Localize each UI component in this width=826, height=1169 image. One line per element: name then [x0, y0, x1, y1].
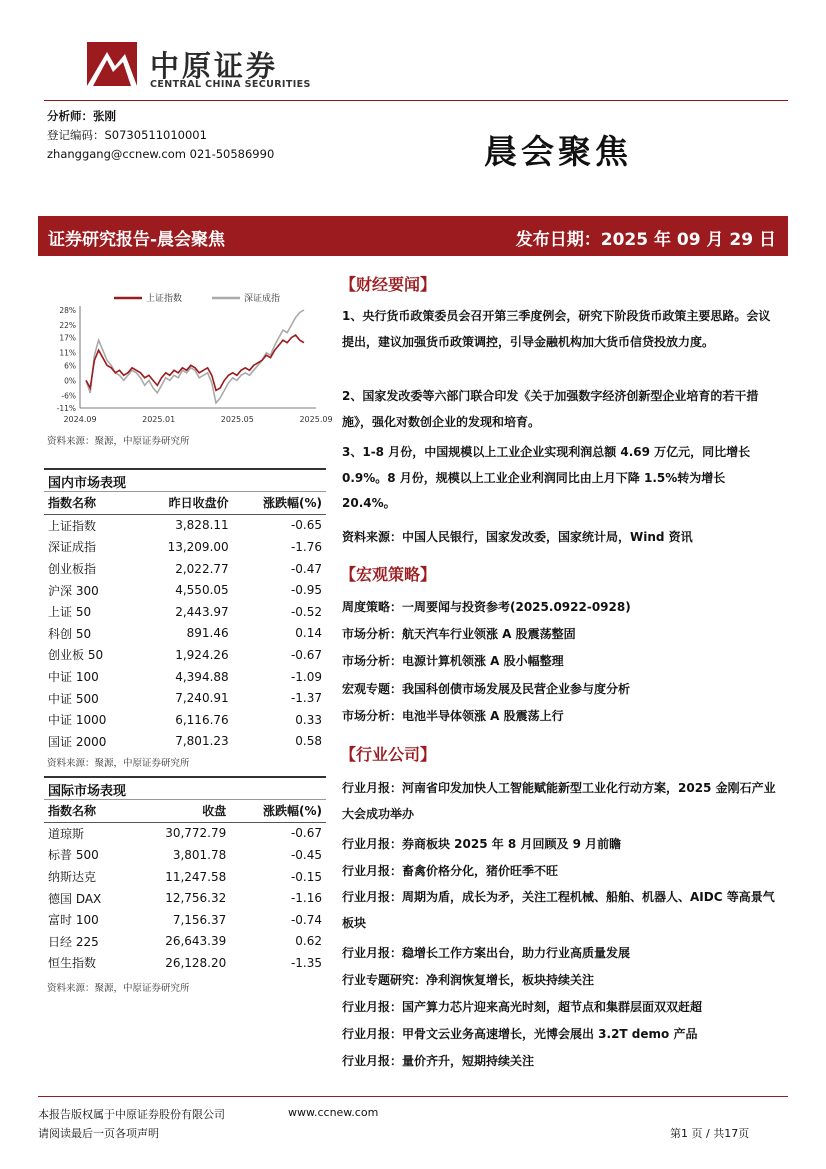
- change-pct-cell: -0.52: [290, 604, 322, 619]
- finance-news-item-3: 3、1-8 月份，中国规模以上工业企业实现利润总额 4.69 万亿元，同比增长 0.9%。8 月份，规模以上工业企业利润同比由上月下降 1.5%转为增长 20.4%。: [342, 445, 751, 510]
- close-price-cell: 891.46: [186, 626, 229, 641]
- close-price-cell: 3,801.78: [172, 847, 227, 862]
- legend-label: 深证成指: [244, 294, 281, 304]
- close-price-cell: 30,772.79: [165, 826, 227, 841]
- close-price-cell: 13,209.00: [167, 539, 229, 554]
- index-name-cell: 日经 225: [48, 934, 99, 949]
- close-price-cell: 7,240.91: [175, 691, 229, 706]
- macro-item-3: 市场分析：电源计算机领涨 A 股小幅整理: [342, 654, 564, 669]
- international-header-cell: 涨跌幅(%): [230, 800, 326, 822]
- index-name-cell: 中证 500: [48, 691, 99, 706]
- table-row: [44, 644, 326, 666]
- y-tick-label: 0%: [64, 376, 76, 386]
- index-name-cell: 德国 DAX: [48, 891, 102, 906]
- analyst-name: 分析师：张刚: [47, 109, 116, 123]
- index-name-cell: 沪深 300: [48, 583, 99, 598]
- close-price-cell: 2,022.77: [175, 561, 229, 576]
- industry-item-3: 行业月报：畜禽价格分化，猪价旺季不旺: [342, 864, 559, 878]
- index-name-cell: 深证成指: [48, 540, 97, 555]
- index-name-cell: 中证 100: [48, 670, 99, 685]
- industry-item-8: 行业月报：甲骨文云业务高速增长，光博会展出 3.2T demo 产品: [342, 1027, 698, 1041]
- table-row: [44, 844, 326, 866]
- index-name-cell: 国证 2000: [48, 734, 107, 749]
- close-price-cell: 3,828.11: [175, 518, 229, 533]
- index-name-cell: 上证指数: [48, 518, 97, 533]
- change-pct-cell: -0.95: [290, 583, 322, 598]
- macro-heading: 【宏观策略】: [340, 565, 437, 584]
- industry-item-1: 行业月报：河南省印发加快人工智能赋能新型工业化行动方案，2025 金刚石产业大会成功举办: [342, 781, 776, 821]
- report-banner: [38, 216, 788, 256]
- index-name-cell: 纳斯达克: [48, 870, 97, 885]
- y-tick-label: 17%: [59, 333, 76, 343]
- change-pct-cell: -0.15: [290, 869, 322, 884]
- macro-item-5: 市场分析：电池半导体领涨 A 股震荡上行: [342, 708, 564, 723]
- change-pct-cell: -0.45: [290, 847, 322, 862]
- chart-source: 资料来源：聚源，中原证券研究所: [47, 436, 190, 447]
- close-price-cell: 2,443.97: [175, 604, 229, 619]
- change-pct-cell: -0.47: [290, 561, 322, 576]
- close-price-cell: 6,116.76: [175, 712, 229, 727]
- domestic-header-cell: 涨跌幅(%): [233, 492, 326, 514]
- macro-item-1: 周度策略：一周要闻与投资参考(2025.0922-0928): [342, 600, 631, 614]
- industry-heading: 【行业公司】: [340, 745, 437, 764]
- industry-item-7: 行业月报：国产算力芯片迎来高光时刻，超节点和集群层面双双赶超: [342, 1000, 703, 1014]
- international-header-cell: 指数名称: [44, 800, 132, 822]
- change-pct-cell: 0.58: [295, 734, 322, 749]
- industry-item-9: 行业月报：量价齐升，短期持续关注: [342, 1054, 535, 1068]
- x-tick-label: 2025.05: [220, 415, 254, 424]
- close-price-cell: 7,801.23: [175, 734, 229, 749]
- table-row: [44, 514, 326, 536]
- footer-disclaimer: 请阅读最后一页各项声明: [38, 1127, 159, 1140]
- x-tick-label: 2025.09: [299, 415, 333, 424]
- y-tick-label: 11%: [59, 348, 76, 358]
- index-name-cell: 恒生指数: [48, 956, 97, 971]
- index-chart: [44, 290, 333, 455]
- y-tick-label: 6%: [64, 361, 76, 371]
- macro-item-2: 市场分析：航天汽车行业领涨 A 股震荡整固: [342, 627, 576, 642]
- close-price-cell: 12,756.32: [165, 891, 227, 906]
- domestic-source: 资料来源：聚源，中原证券研究所: [47, 758, 190, 769]
- index-name-cell: 科创 50: [48, 626, 92, 641]
- industry-item-4: 行业月报：周期为盾，成长为矛，关注工程机械、船舶、机器人、AIDC 等高景气板块: [342, 890, 775, 930]
- international-market-table: [44, 800, 326, 974]
- domestic-header-cell: 昨日收盘价: [136, 492, 232, 514]
- banner-report-type: 证券研究报告-晨会聚焦: [48, 230, 226, 250]
- footer-rule: [38, 1096, 788, 1097]
- banner-publish-date: 发布日期：2025 年 09 月 29 日: [515, 230, 776, 250]
- domestic-table-title: 国内市场表现: [44, 468, 326, 492]
- change-pct-cell: -0.74: [290, 912, 322, 927]
- close-price-cell: 26,128.20: [165, 955, 227, 970]
- index-name-cell: 创业板指: [48, 562, 97, 577]
- logo-chinese: 中原证券: [150, 49, 279, 83]
- change-pct-cell: 0.33: [295, 712, 322, 727]
- header-rule: [44, 100, 788, 101]
- x-tick-label: 2025.01: [142, 415, 176, 424]
- change-pct-cell: -1.35: [290, 955, 322, 970]
- international-source: 资料来源：聚源，中原证券研究所: [47, 983, 190, 994]
- company-logo: [87, 42, 137, 86]
- industry-item-5: 行业月报：稳增长工作方案出台，助力行业高质量发展: [342, 946, 631, 960]
- change-pct-cell: -1.76: [290, 539, 322, 554]
- index-name-cell: 标普 500: [48, 848, 99, 863]
- table-row: [44, 579, 326, 601]
- analyst-info: [47, 107, 274, 164]
- finance-news-item-1: 1、央行货币政策委员会召开第三季度例会，研究下阶段货币政策主要思路。会议提出，建议加强货币政策调控，引导金融机构加大货币信贷投放力度。: [342, 309, 771, 349]
- change-pct-cell: -1.16: [290, 891, 322, 906]
- close-price-cell: 7,156.37: [172, 912, 227, 927]
- index-name-cell: 中证 1000: [48, 713, 107, 728]
- domestic-market-table: [44, 492, 326, 752]
- close-price-cell: 26,643.39: [165, 934, 227, 949]
- table-row: [44, 623, 326, 645]
- international-header-cell: 收盘: [132, 800, 231, 822]
- domestic-header-cell: 指数名称: [44, 492, 136, 514]
- international-header-row: [44, 800, 326, 822]
- table-row: [44, 709, 326, 731]
- close-price-cell: 11,247.58: [165, 869, 227, 884]
- change-pct-cell: 0.62: [295, 934, 322, 949]
- index-name-cell: 富时 100: [48, 913, 99, 928]
- footer-copyright: 本报告版权属于中原证券股份有限公司: [38, 1108, 225, 1121]
- table-row: [44, 887, 326, 909]
- industry-item-2: 行业月报：券商板块 2025 年 8 月回顾及 9 月前瞻: [342, 837, 622, 851]
- change-pct-cell: -1.37: [290, 691, 322, 706]
- change-pct-cell: -0.65: [290, 518, 322, 533]
- series-line-shanghai: [86, 335, 304, 390]
- analyst-reg-no: 登记编码：S0730511010001: [47, 128, 207, 142]
- y-tick-label: 22%: [59, 321, 76, 331]
- change-pct-cell: -1.09: [290, 669, 322, 684]
- y-tick-label: 28%: [59, 306, 76, 315]
- y-tick-label: -6%: [61, 391, 76, 401]
- index-name-cell: 道琼斯: [48, 826, 85, 841]
- table-row: [44, 822, 326, 844]
- table-row: [44, 952, 326, 974]
- index-chart-svg: [44, 290, 333, 430]
- change-pct-cell: 0.14: [295, 626, 322, 641]
- report-title: 晨会聚焦: [484, 132, 632, 171]
- index-name-cell: 上证 50: [48, 605, 92, 620]
- table-row: [44, 536, 326, 558]
- domestic-header-row: [44, 492, 326, 514]
- finance-news-item-2: 2、国家发改委等六部门联合印发《关于加强数字经济创新型企业培育的若干措施》，强化对数创企业的发现和培育。: [342, 389, 759, 429]
- table-row: [44, 909, 326, 931]
- table-row: [44, 666, 326, 688]
- international-table-title: 国际市场表现: [44, 776, 326, 800]
- close-price-cell: 4,394.88: [175, 669, 229, 684]
- table-row: [44, 601, 326, 623]
- finance-news-heading: 【财经要闻】: [340, 275, 437, 294]
- analyst-contact: zhanggang@ccnew.com 021-50586990: [47, 147, 275, 161]
- table-row: [44, 731, 326, 753]
- footer-website[interactable]: www.ccnew.com: [288, 1106, 379, 1119]
- macro-item-4: 宏观专题：我国科创债市场发展及民营企业参与度分析: [342, 681, 631, 696]
- y-tick-label: -11%: [56, 404, 76, 413]
- change-pct-cell: -0.67: [290, 826, 322, 841]
- footer-page-number: 第1 页 / 共17页: [670, 1127, 750, 1140]
- x-tick-label: 2024.09: [63, 415, 97, 424]
- table-row: [44, 558, 326, 580]
- close-price-cell: 4,550.05: [175, 583, 229, 598]
- industry-item-6: 行业专题研究：净利润恢复增长，板块持续关注: [342, 973, 595, 987]
- table-row: [44, 931, 326, 953]
- logo-english: CENTRAL CHINA SECURITIES: [150, 79, 311, 90]
- finance-news-source: 资料来源：中国人民银行，国家发改委，国家统计局，Wind 资讯: [342, 530, 693, 544]
- legend-label: 上证指数: [146, 294, 183, 304]
- table-row: [44, 866, 326, 888]
- table-row: [44, 687, 326, 709]
- change-pct-cell: -0.67: [290, 647, 322, 662]
- close-price-cell: 1,924.26: [175, 647, 229, 662]
- index-name-cell: 创业板 50: [48, 648, 104, 663]
